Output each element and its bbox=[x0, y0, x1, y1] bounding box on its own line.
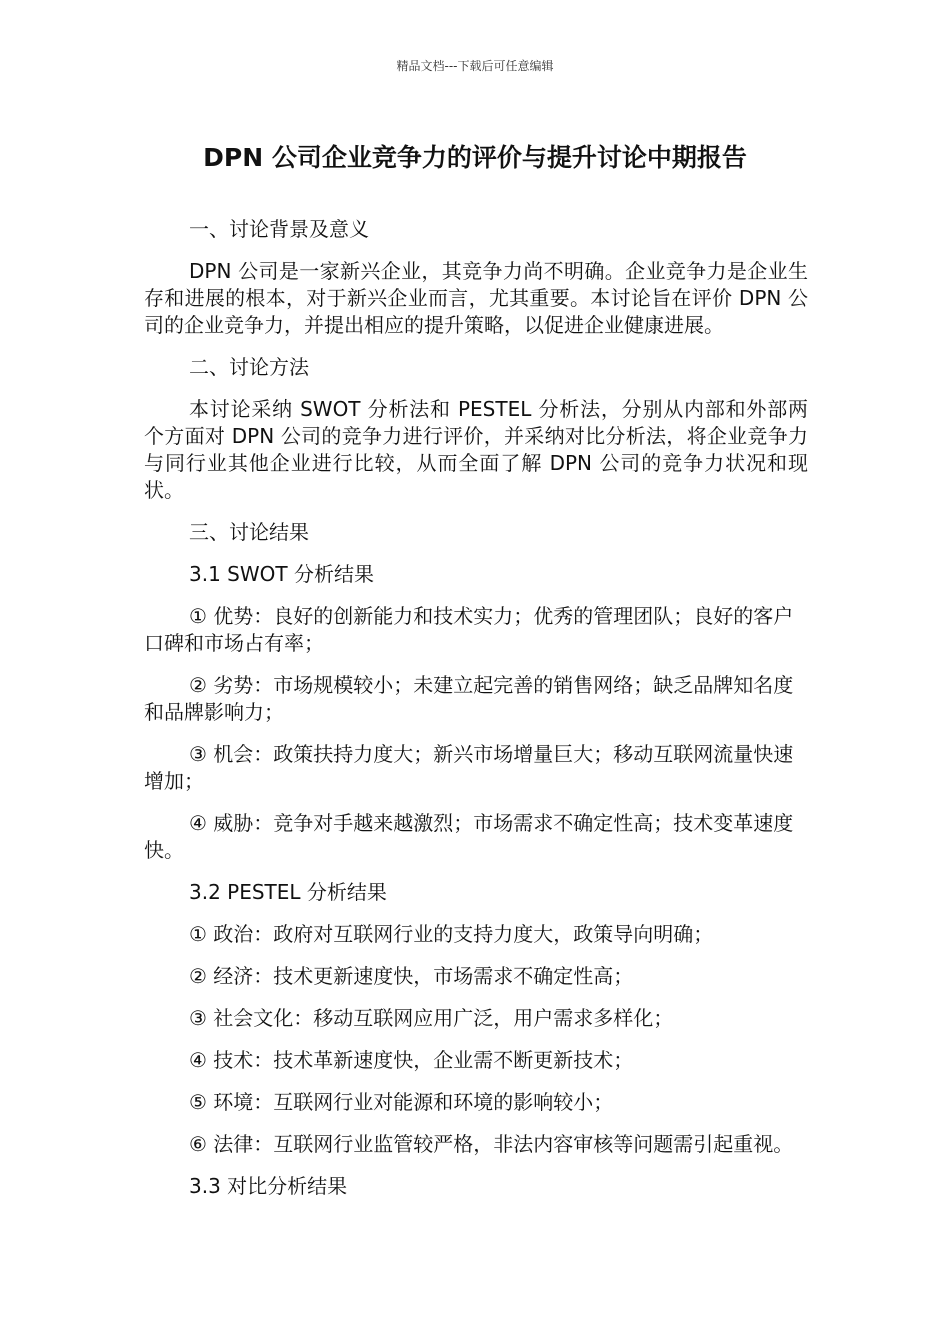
swot-item-opportunities: ③ 机会：政策扶持力度大；新兴市场增量巨大；移动互联网流量快速增加； bbox=[144, 742, 794, 793]
paragraph-methods: 本讨论采纳 SWOT 分析法和 PESTEL 分析法，分别从内部和外部两个方面对 DPN 公司的竞争力进行评价，并采纳对比分析法，将企业竞争力与同行业其他企业进行比较，从而全面了解 DPN 公司的竞争力状况和现状。 bbox=[144, 397, 808, 502]
document-body bbox=[144, 216, 808, 1215]
subsection-heading-pestel: 3.2 PESTEL 分析结果 bbox=[189, 880, 387, 904]
subsection-heading-comparison: 3.3 对比分析结果 bbox=[189, 1174, 348, 1198]
pestel-item-technological: ④ 技术：技术革新速度快，企业需不断更新技术； bbox=[189, 1048, 634, 1072]
header-note: 精品文档---下载后可任意编辑 bbox=[396, 59, 554, 73]
document-title: DPN 公司企业竞争力的评价与提升讨论中期报告 bbox=[203, 143, 747, 172]
pestel-item-economic: ② 经济：技术更新速度快，市场需求不确定性高； bbox=[189, 964, 634, 988]
subsection-heading-swot: 3.1 SWOT 分析结果 bbox=[189, 562, 374, 586]
swot-item-strengths: ① 优势：良好的创新能力和技术实力；优秀的管理团队；良好的客户口碑和市场占有率； bbox=[144, 604, 794, 655]
swot-item-threats: ④ 威胁：竞争对手越来越激烈；市场需求不确定性高；技术变革速度快。 bbox=[144, 811, 794, 862]
pestel-item-environmental: ⑤ 环境：互联网行业对能源和环境的影响较小； bbox=[189, 1090, 614, 1114]
swot-item-weaknesses: ② 劣势：市场规模较小；未建立起完善的销售网络；缺乏品牌知名度和品牌影响力； bbox=[144, 673, 794, 724]
pestel-item-political: ① 政治：政府对互联网行业的支持力度大，政策导向明确； bbox=[189, 922, 714, 946]
section-heading-background: 一、讨论背景及意义 bbox=[189, 217, 369, 241]
pestel-item-social: ③ 社会文化：移动互联网应用广泛，用户需求多样化； bbox=[189, 1006, 674, 1030]
pestel-item-legal: ⑥ 法律：互联网行业监管较严格，非法内容审核等问题需引起重视。 bbox=[189, 1132, 794, 1156]
paragraph-background: DPN 公司是一家新兴企业，其竞争力尚不明确。企业竞争力是企业生存和进展的根本，对于新兴企业而言，尤其重要。本讨论旨在评价 DPN 公司的企业竞争力，并提出相应的提升策略，以促进企业健康进展。 bbox=[144, 259, 808, 337]
section-heading-methods: 二、讨论方法 bbox=[189, 355, 309, 379]
section-heading-results: 三、讨论结果 bbox=[189, 520, 309, 544]
